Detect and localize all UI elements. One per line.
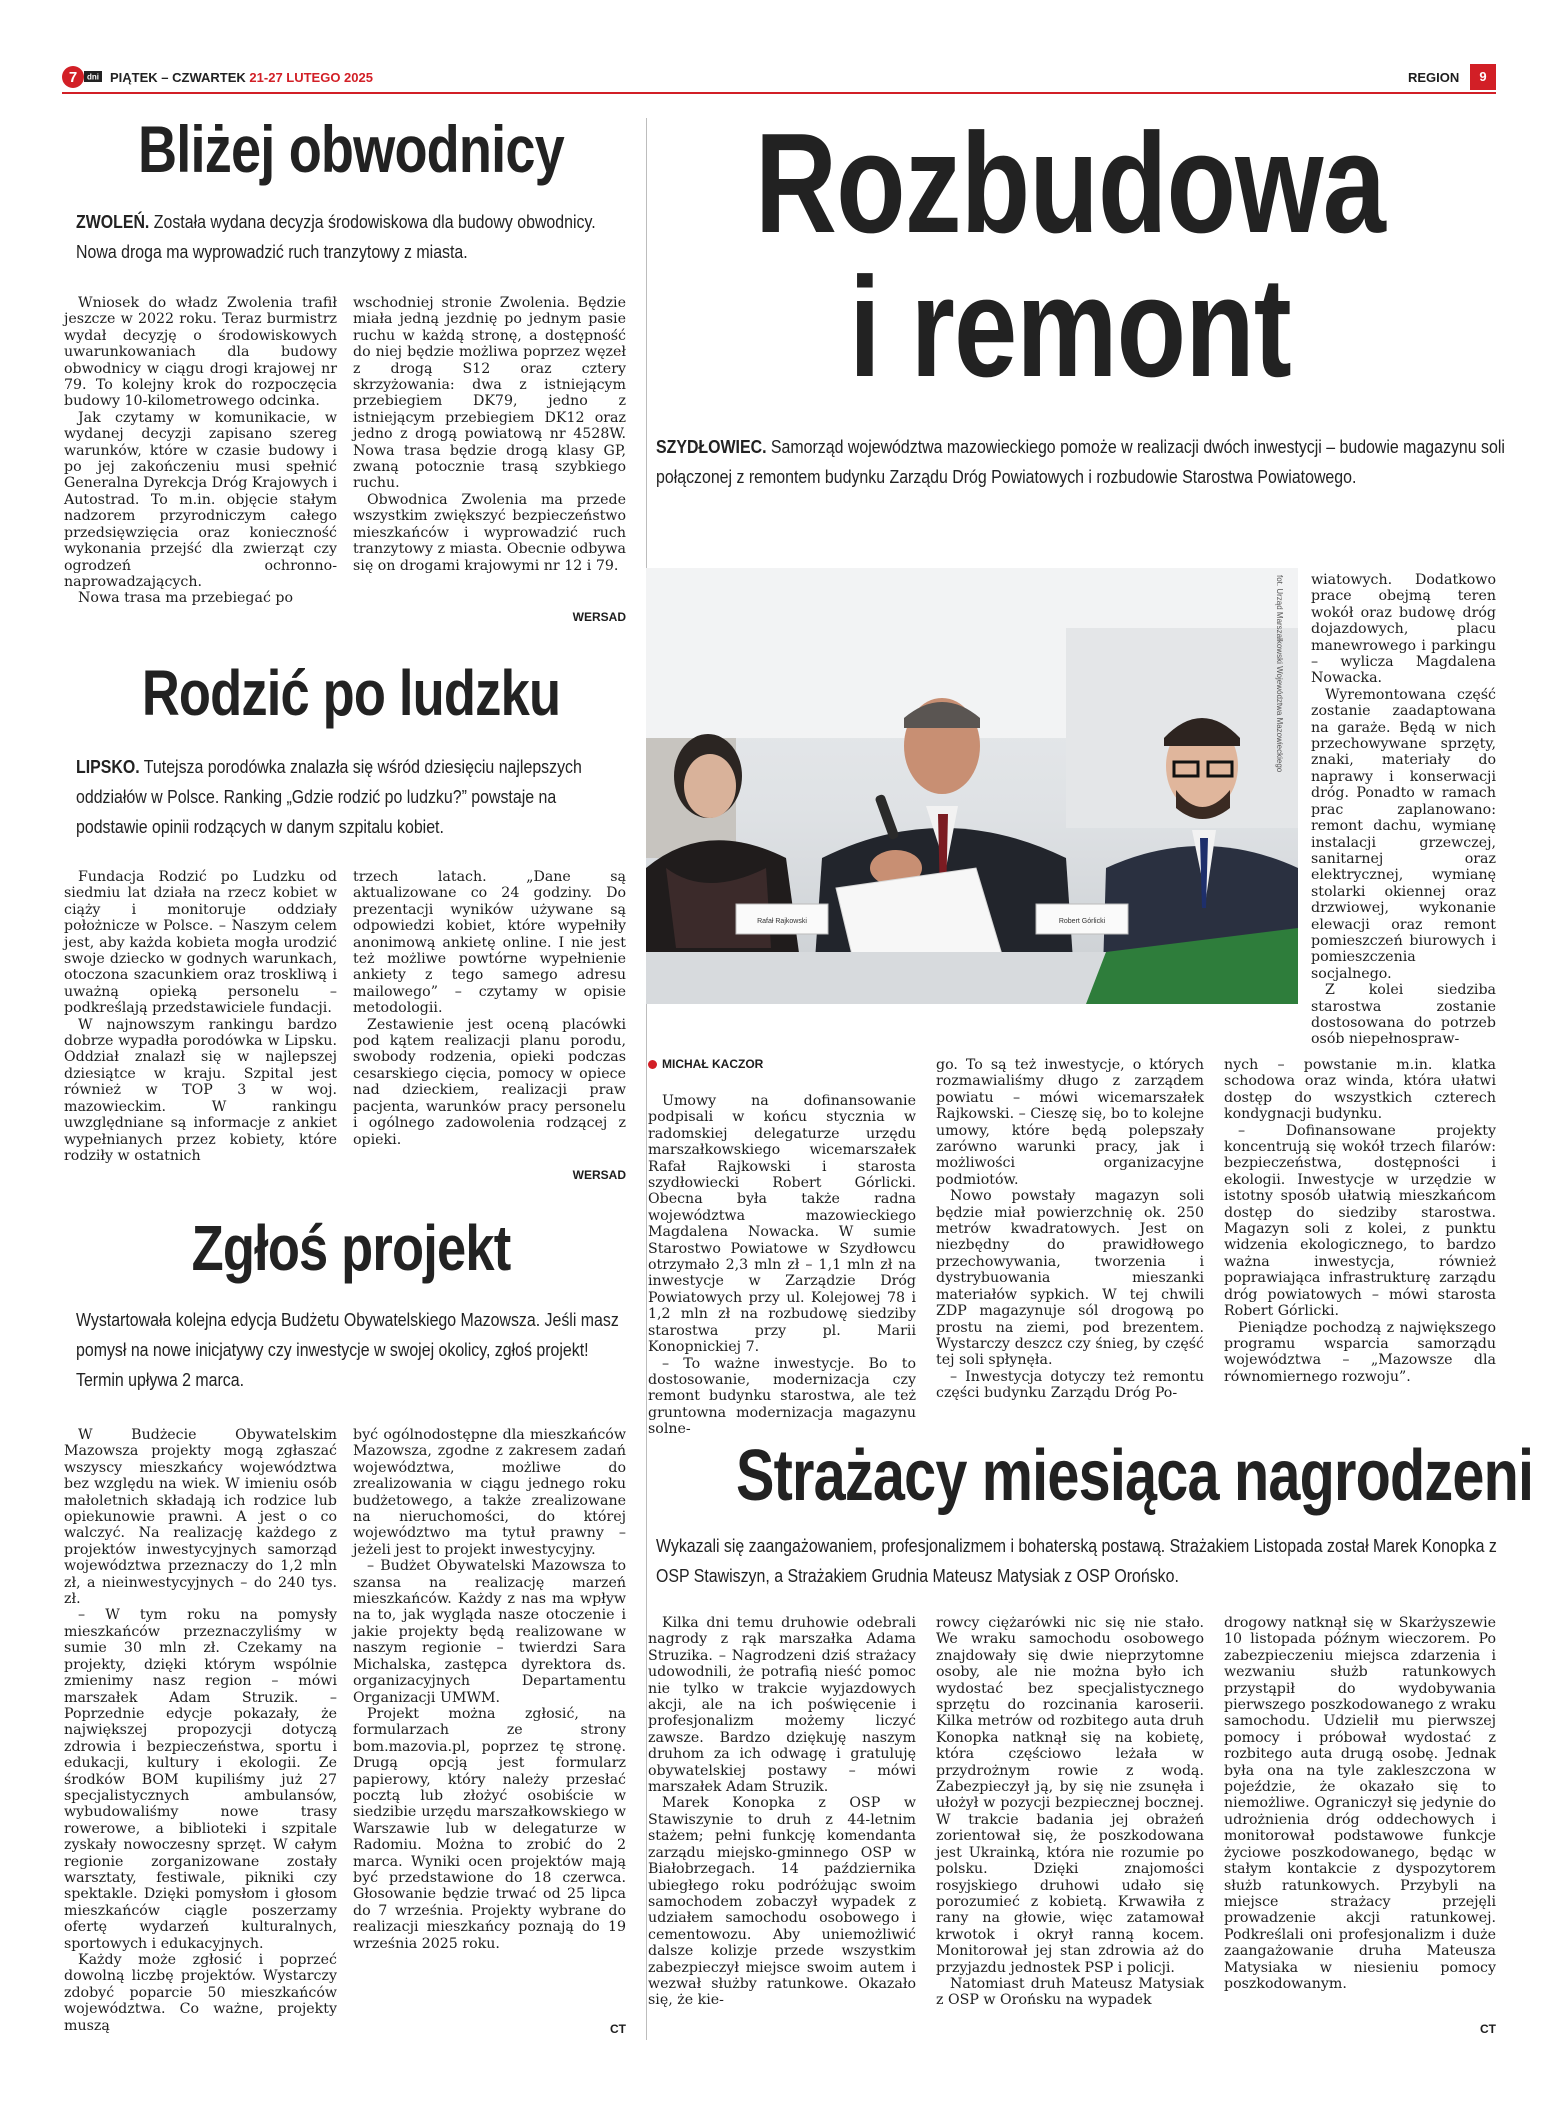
page-number: 9 <box>1470 64 1496 90</box>
article4-col1: Umowy na dofinansowanie podpisali w końcu stycznia w radomskiej delegaturze urzędu marszałkowskiego wicemarszałek Rafał Rajkowski i starosta szydłowiecki Robert Górlicki. Obecna była także radna województwa mazowieckiego Magdalena Nowacka. W sumie Starostwo Powiatowe w Szydłowcu otrzymało 2,3 mln zł – 1,1 mln zł na inwestycje w Zarządzie Dróg Powiatowych przy ul. Kolejowej 78 i 1,2 mln zł na rozbudowę siedziby starostwa przy pl. Marii Konopnickiej 7. – To ważne inwestycje. Bo to dostosowanie, modernizacja czy remont budynku starostwa, ale też gruntowna modernizacja magazynu solne- <box>648 1093 916 1438</box>
article4-col2: go. To są też inwestycje, o których rozmawialiśmy długo z zarządem powiatu – mówi wicemarszałek Rajkowski. – Cieszę się, bo to kolejne umowy, które będą polepszały zarówno warunki pracy, jak i możliwości organizacyjne podmiotów. Nowo powstały magazyn soli będzie miał powierzchnię ok. 250 metrów kwadratowych. Jest on niezbędny do prawidłowego przechowywania, tworzenia i dystrybuowania mieszanki materiałów sypkich. W tej chwili ZDP magazynuje sól drogową po prostu na ziemi, pod brezentem. Wystarczy deszcz czy śnieg, by część tej soli spłynęła. – Inwestycja dotyczy też remontu części budynku Zarządu Dróg Po- <box>936 1057 1204 1402</box>
nameplate-1: Rafał Rajkowski <box>757 918 807 925</box>
article5-lead: Wykazali się zaangażowaniem, profesjonalizmem i bohaterską postawą. Strażakiem Listopada został Marek Konopka z OSP Stawiszyn, a Strażakiem Grudnia Mateusz Matysiak z OSP Orońsko. <box>656 1535 1497 1586</box>
column-divider <box>646 118 647 2040</box>
section-name: REGION <box>1408 70 1460 85</box>
article1-signature: WERSAD <box>572 610 626 624</box>
article3-signature: CT <box>610 2022 626 2036</box>
photo-illustration <box>646 568 1298 1004</box>
article4-city: SZYDŁOWIEC. <box>656 436 767 457</box>
date-prefix: PIĄTEK – CZWARTEK <box>110 70 246 85</box>
logo-text: dni <box>87 72 99 82</box>
article5-col3: drogowy natknął się w Skarżyszewie 10 listopada późnym wieczorem. Po zabezpieczeniu miejsca zdarzenia i wezwaniu służb ratunkowych przystąpił do wydobywania pierwszego poszkodowanego z wraku samochodu. Udzielił mu pierwszej pomocy i próbował wydostać z rozbitego auta drugą osobę. Jednak była ona na tyle zakleszczona w pojeździe, że okazało się to niemożliwe. Ograniczył się jedynie do udrożnienia dróg oddechowych i monitorował podstawowe funkcje życiowe poszkodowanego, będąc w stałym kontakcie z dyspozytorem służb ratunkowych. Przybyli na miejsce strażacy przejęli prowadzenie akcji ratunkowej. Podkreślali oni profesjonalizm i duże zaangażowanie druha Mateusza Matysiaka w niesieniu pomocy poszkodowanym. <box>1224 1615 1496 1992</box>
photo-credit: fot. Urząd Marszałkowski Województwa Mazowieckiego <box>1275 575 1284 773</box>
article2-city: LIPSKO. <box>76 756 140 777</box>
article2-signature: WERSAD <box>572 1168 626 1182</box>
date-range: 21-27 LUTEGO 2025 <box>249 70 373 85</box>
article4-col-right-top: wiatowych. Dodatkowo prace obejmą teren wokół oraz budowę dróg dojazdowych, placu manewrowego i parkingu – wylicza Magdalena Nowacka. Wyremontowana część zostanie zaadaptowana na garaże. Będą w nich przechowywane sprzęty, znaki, materiały do naprawy i konserwacji dróg. Ponadto w ramach prac zaplanowano: remont dachu, wymianę instalacji grzewczej, sanitarnej oraz elektrycznej, wymianę stolarki okiennej oraz drzwiowej, wykonanie elewacji oraz remont pomieszczeń biurowych i pomieszczenia socjalnego. Z kolei siedziba starostwa zostanie dostosowana do potrzeb osób niepełnospraw- <box>1311 572 1496 1048</box>
article1-col2: wschodniej stronie Zwolenia. Będzie miała jedną jezdnię po jednym pasie ruchu w każdą stronę, a dostępność do niej będzie możliwa poprzez węzeł z drogą S12 oraz cztery skrzyżowania: dwa z istniejącym przebiegiem DK79, jedno z istniejącym przebiegiem DK12 oraz jedno z drogą powiatową nr 4528W. Nowa trasa będzie drogą klasy GP, zwaną potocznie trasą szybkiego ruchu. Obwodnica Zwolenia ma przede wszystkim zwiększyć bezpieczeństwo mieszkańców i wyprowadzić ruch tranzytowy z miasta. Obecnie odbywa się on drogami krajowymi nr 12 i 79. <box>353 295 626 574</box>
nameplate-2: Robert Górlicki <box>1058 918 1106 925</box>
article4-title-line2: i remont <box>849 248 1291 407</box>
article4-col3: nych – powstanie m.in. klatka schodowa oraz winda, która ułatwi dostęp do wszystkich czterech kondygnacji budynku. – Dofinansowane projekty koncentrują się wokół trzech filarów: bezpieczeństwa, dostępności i ekologii. Inwestycje w urzędzie w istotny sposób ułatwią mieszkańcom dostęp do siedziby starostwa. Magazyn soli z kolei, z punktu widzenia ekologicznego, to bardzo ważna inwestycja, również poprawiająca infrastrukturę zarządu dróg powiatowych – mówi starosta Robert Górlicki. Pieniądze pochodzą z największego programu wsparcia samorządu województwa – „Mazowsze dla równomiernego rozwoju”. <box>1224 1057 1496 1385</box>
header-rule <box>62 92 1496 94</box>
article3-col1: W Budżecie Obywatelskim Mazowsza projekty mogą zgłaszać wszyscy mieszkańcy województwa bez względu na wiek. W imieniu osób małoletnich składają ich rodzice lub opiekunowie prawni. A jest o co walczyć. Na realizację każdego z projektów inwestycyjnych samorząd województwa przeznaczy do 1,2 mln zł, a nieinwestycyjnych – do 240 tys. zł. – W tym roku na pomysły mieszkańców przeznaczyliśmy w sumie 30 mln zł. Czekamy na projekty, dzięki którym wspólnie zmienimy nasz region – mówi marszałek Adam Struzik. – Poprzednie edycje pokazały, że największej propozycji dotyczą zdrowia i bezpieczeństwa, sportu i edukacji, kultury i ekologii. Ze środków BOM kupiliśmy już 27 specjalistycznych ambulansów, wybudowaliśmy nowe trasy rowerowe, a biblioteki i szpitale zyskały nowoczesny sprzęt. W całym regionie zorganizowane zostały warsztaty, festiwale, pikniki czy spektakle. Dzięki pomysłom i głosom mieszkańców ciągle poszerzamy ofertę wydarzeń kulturalnych, sportowych i edukacyjnych. Każdy może zgłosić i poprzeć dowolną liczbę projektów. Wystarczy zdobyć poparcie 50 mieszkańców województwa. Co ważne, projekty muszą <box>64 1427 337 2034</box>
author-dot-icon <box>648 1060 657 1069</box>
article4-author: MICHAŁ KACZOR <box>648 1057 763 1071</box>
article4-lead: SZYDŁOWIEC. Samorząd województwa mazowieckiego pomoże w realizacji dwóch inwestycji – budowie magazynu soli połączonej z remontem budynku Zarządu Dróg Powiatowych i rozbudowie Starostwa Powiatowego. <box>656 436 1505 487</box>
article2-col1: Fundacja Rodzić po Ludzku od siedmiu lat działa na rzecz kobiet w ciąży i monitoruje oddziały położnicze w Polsce. – Naszym celem jest, aby każda kobieta mogła urodzić swoje dziecko w godnych warunkach, otoczona szacunkiem oraz troskliwą i uważną opieką personelu – podkreślają przedstawiciele fundacji. W najnowszym rankingu bardzo dobrze wypadła porodówka w Lipsku. Oddział znalazł się w najlepszej dziesiątce w kraju. Szpital jest również w TOP 3 w woj. mazowieckim. W rankingu uwzględniane są informacje z ankiet wypełnianych przez kobiety, które rodziły w ostatnich <box>64 869 337 1164</box>
article5-col2: rowcy ciężarówki nic się nie stało. We wraku samochodu osobowego znajdowały się dwie nieprzytomne osoby, ale nie można było ich wydostać bez specjalistycznego sprzętu do rozcinania karoserii. Kilka metrów od rozbitego auta druh Konopka natknął się na kobietę, która częściowo leżała w przydrożnym rowie z wodą. Zabezpieczył ją, by się nie zsunęła i ułożył w pozycji bezpiecznej bocznej. W trakcie badania jej obrażeń zorientował się, że poszkodowana jest Ukrainką, która nie rozumie po polsku. Dzięki znajomości rosyjskiego druhowi udało się porozumieć z kobietą. Krwawiła z rany na głowie, więc zatamował krwotok i okrył ranną kocem. Monitorował jej stan zdrowia aż do przyjazdu jednostek PSP i policji. Natomiast druh Mateusz Matysiak z OSP w Orońsku na wypadek <box>936 1615 1204 2009</box>
article3-col2: być ogólnodostępne dla mieszkańców Mazowsza, zgodne z zakresem zadań województwa, możliwe do zrealizowania w ciągu jednego roku budżetowego, a także zrealizowane na nieruchomości, do której województwo ma tytuł prawny – jeżeli jest to projekt inwestycyjny. – Budżet Obywatelski Mazowsza to szansa na realizację marzeń mieszkańców. Każdy z nas ma wpływ na to, jak wygląda nasze otoczenie i jakie projekty będą realizowane w naszym regionie – twierdzi Sara Michalska, zastępca dyrektora ds. organizacyjnych Departamentu Organizacji UMWM. Projekt można zgłosić, na formularzach ze strony bom.mazovia.pl, poprzez tę stronę. Drugą opcją jest formularz papierowy, który należy przesłać pocztą lub złożyć osobiście w siedzibie urzędu marszałkowskiego w Warszawie lub w delegaturze w Radomiu. Można to zrobić do 2 marca. Wyniki ocen projektów mają być przedstawione do 18 czerwca. Głosowanie będzie trwać od 25 lipca do 7 września. Projekty wybrane do realizacji mieszkańcy poznają do 19 września 2025 roku. <box>353 1427 626 1952</box>
article1-col1: Wniosek do władz Zwolenia trafił jeszcze w 2022 roku. Teraz burmistrz wydał decyzję o środowiskowych uwarunkowaniach dla budowy obwodnicy w ciągu drogi krajowej nr 79. To kolejny krok do rozpoczęcia budowy 10-kilometrowego odcinka. Jak czytamy w komunikacie, w wydanej decyzji zapisano szereg warunków, które w czasie budowy i po jej zakończeniu musi spełnić Generalna Dyrekcja Dróg Krajowych i Autostrad. To m.in. objęcie stałym nadzorem przyrodniczym całego przedsięwzięcia oraz konieczność wykonania przejść dla zwierząt czy ogrodzeń ochronno-naprowadzających. Nowa trasa ma przebiegać po <box>64 295 337 607</box>
article5-col1: Kilka dni temu druhowie odebrali nagrody z rąk marszałka Adama Struzika. – Nagrodzeni dziś strażacy udowodnili, że potrafią nieść pomoc nie tylko w trakcie wyjazdowych akcji, ale na ich poświęcenie i profesjonalizm możemy liczyć zawsze. Bardzo dziękuję naszym druhom za ich odwagę i gratuluję obywatelskiej postawy – mówi marszałek Adam Struzik. Marek Konopka z OSP w Stawiszynie to druh z 44-letnim stażem; pełni funkcję komendanta zarządu miejsko-gminnego OSP w Białobrzegach. 14 października ubiegłego roku podróżując swoim samochodem zobaczył wypadek z udziałem samochodu osobowego i cementowozu. Aby uniemożliwić dalsze kolizje przede wszystkim zabezpieczył miejsce swoim autem i wezwał służby ratunkowe. Okazało się, że kie- <box>648 1615 916 2009</box>
article2-col2: trzech latach. „Dane są aktualizowane co 24 godziny. Do prezentacji wyników używane są odpowiedzi kobiet, które wypełniły anonimową ankietę online. I nie jest też możliwe powtórne wypełnienie ankiety z tego samego adresu mailowego” – czytamy w opisie metodologii. Zestawienie jest oceną placówki pod kątem realizacji planu porodu, swobody rodzenia, opieki podczas cesarskiego cięcia, pomocy w opiece nad dzieckiem, realizacji praw pacjenta, warunków pracy personelu i ogólnego zadowolenia rodzącej z opieki. <box>353 869 626 1148</box>
article1-city: ZWOLEŃ. <box>76 211 150 232</box>
newspaper-logo <box>62 64 104 90</box>
article5-signature: CT <box>1480 2022 1496 2036</box>
article5-title: Strażacy miesiąca nagrodzeni <box>736 1436 1534 1516</box>
article3-title: Zgłoś projekt <box>191 1212 511 1284</box>
article3-lead: Wystartowała kolejna edycja Budżetu Obywatelskiego Mazowsza. Jeśli masz pomysł na nowe inicjatywy czy inwestycje w swojej okolicy, zgłoś projekt! Termin upływa 2 marca. <box>76 1309 619 1390</box>
issue-date <box>110 70 373 85</box>
article2-title: Rodzić po ludzku <box>141 657 561 729</box>
article1-title: Bliżej obwodnicy <box>138 112 564 186</box>
article4-title-line1: Rozbudowa <box>754 104 1386 263</box>
article1-lead: ZWOLEŃ. Została wydana decyzja środowiskowa dla budowy obwodnicy. Nowa droga ma wyprowadzić ruch tranzytowy z miasta. <box>76 211 596 262</box>
svg-text:7: 7 <box>68 69 78 86</box>
article4-photo <box>646 568 1298 1004</box>
article2-lead: LIPSKO. Tutejsza porodówka znalazła się wśród dziesięciu najlepszych oddziałów w Polsce. Ranking „Gdzie rodzić po ludzku?” powstaje na podstawie opinii rodzących w danym szpitalu kobiet. <box>76 756 582 837</box>
